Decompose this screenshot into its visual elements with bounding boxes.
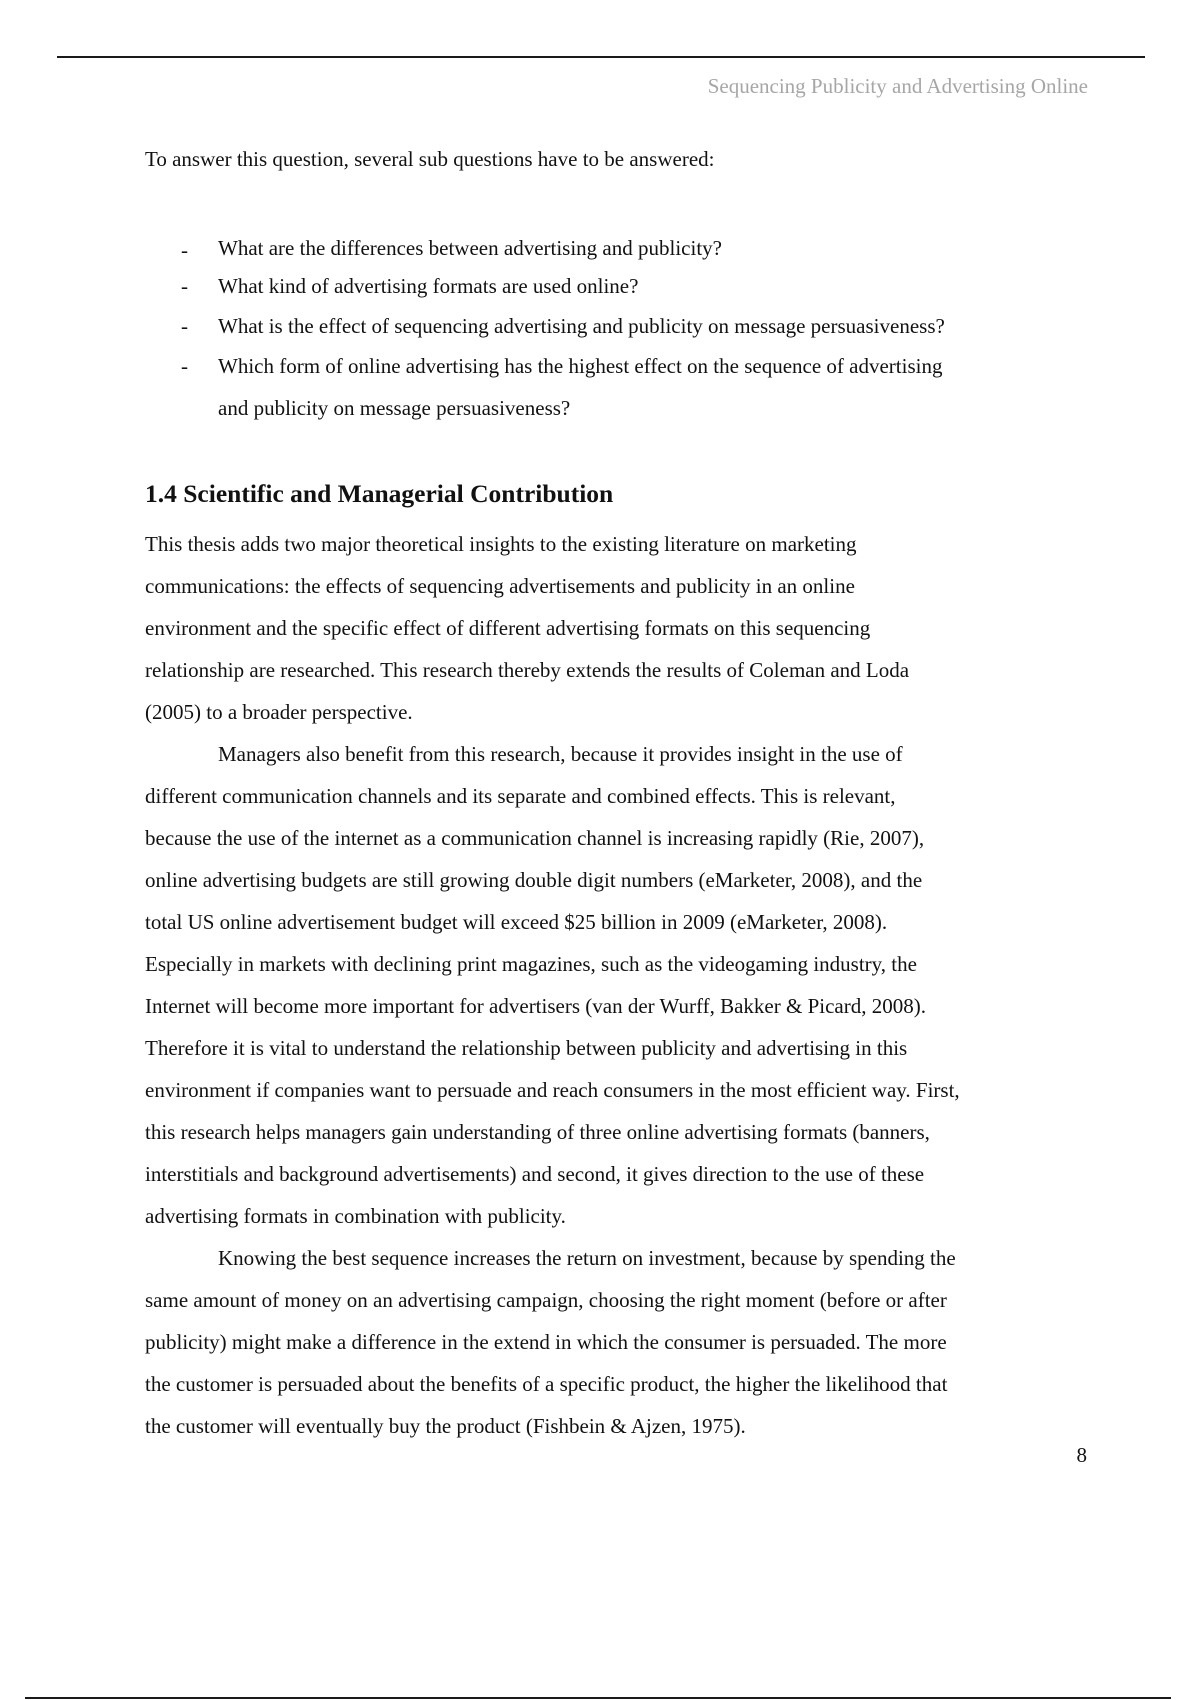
paragraph-line: same amount of money on an advertising campaign, choosing the right moment (before or after: [145, 1288, 947, 1312]
paragraph-line: advertising formats in combination with publicity.: [145, 1204, 566, 1228]
paragraph-line: environment if companies want to persuade and reach consumers in the most efficient way. First,: [145, 1078, 960, 1102]
bullet-dash: -: [181, 274, 188, 298]
paragraph: [145, 523, 1090, 733]
paragraph: [145, 1237, 1090, 1447]
paragraph-line: communications: the effects of sequencing advertisements and publicity in an online: [145, 574, 855, 598]
paragraph-line: (2005) to a broader perspective.: [145, 700, 413, 724]
sub-question-line: Which form of online advertising has the highest effect on the sequence of advertising: [218, 354, 943, 378]
paragraph-line: This thesis adds two major theoretical insights to the existing literature on marketing: [145, 532, 857, 556]
page-number: 8: [1076, 1443, 1087, 1467]
sub-questions-list: [145, 229, 1095, 433]
header-rule: [57, 56, 1145, 58]
paragraph-line: Knowing the best sequence increases the return on investment, because by spending the: [218, 1246, 956, 1270]
paragraph-line: Especially in markets with declining print magazines, such as the videogaming industry, the: [145, 952, 917, 976]
sub-question-item: [145, 307, 1098, 349]
paragraph-line: this research helps managers gain understanding of three online advertising formats (banners,: [145, 1120, 930, 1144]
sub-question-line: What are the differences between advertising and publicity?: [218, 236, 722, 260]
paragraph-line: Therefore it is vital to understand the relationship between publicity and advertising in this: [145, 1036, 908, 1060]
running-header-title: Sequencing Publicity and Advertising Online: [707, 74, 1088, 98]
section-body: [145, 523, 1090, 1447]
sub-question-line: and publicity on message persuasiveness?: [218, 396, 571, 420]
paragraph-line: because the use of the internet as a communication channel is increasing rapidly (Rie, 2007),: [145, 826, 925, 850]
sub-question-item: [145, 267, 1098, 307]
sub-question-item: [145, 349, 1098, 433]
intro-text: To answer this question, several sub questions have to be answered:: [145, 147, 715, 171]
footer-rule: [25, 1697, 1171, 1699]
bullet-dash: -: [181, 314, 188, 338]
section-heading: 1.4 Scientific and Managerial Contribution: [145, 479, 614, 508]
paragraph-line: the customer will eventually buy the product (Fishbein & Ajzen, 1975).: [145, 1414, 746, 1438]
paragraph-line: total US online advertisement budget will exceed $25 billion in 2009 (eMarketer, 2008).: [145, 910, 888, 934]
paragraph-line: the customer is persuaded about the benefits of a specific product, the higher the likelihood that: [145, 1372, 948, 1396]
sub-question-line: What is the effect of sequencing advertising and publicity on message persuasiveness?: [218, 314, 945, 338]
paragraph-line: publicity) might make a difference in the extend in which the consumer is persuaded. The more: [145, 1330, 947, 1354]
sub-question-line: What kind of advertising formats are used online?: [218, 274, 639, 298]
paragraph-line: interstitials and background advertisements) and second, it gives direction to the use of these: [145, 1162, 925, 1186]
paragraph-line: Managers also benefit from this research, because it provides insight in the use of: [218, 742, 903, 766]
paragraph-line: different communication channels and its separate and combined effects. This is relevant,: [145, 784, 896, 808]
paragraph: [145, 733, 1090, 1237]
bullet-dash: -: [181, 238, 188, 262]
paragraph-line: relationship are researched. This research thereby extends the results of Coleman and Loda: [145, 658, 910, 682]
paragraph-line: environment and the specific effect of different advertising formats on this sequencing: [145, 616, 871, 640]
bullet-dash: -: [181, 354, 188, 378]
paragraph-line: online advertising budgets are still growing double digit numbers (eMarketer, 2008), and the: [145, 868, 923, 892]
paragraph-line: Internet will become more important for advertisers (van der Wurff, Bakker & Picard, 2008).: [145, 994, 926, 1018]
sub-question-item: [145, 229, 1098, 267]
